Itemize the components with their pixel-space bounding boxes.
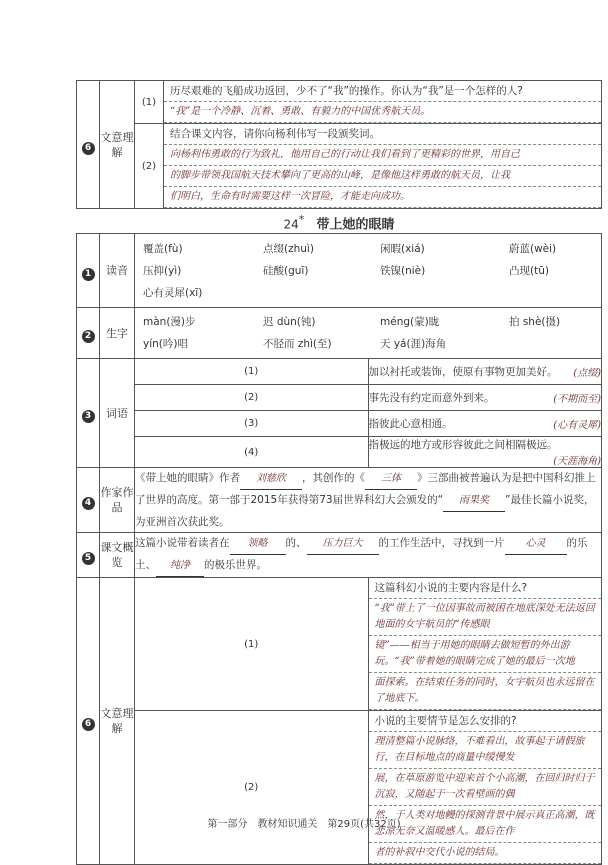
- top-understanding-table: [76, 80, 602, 209]
- word: 凸现(tū): [509, 264, 549, 277]
- answer: (天涯海角): [553, 456, 601, 467]
- word: 心有灵犀(xī): [143, 286, 203, 299]
- definition: 事先没有约定而意外到来。: [368, 392, 495, 404]
- blank-answer: 刘慈欣: [240, 469, 302, 490]
- word: 拍 shè(摄): [509, 316, 561, 328]
- answer-line: 者的补叙中交代小说的结局。: [369, 843, 602, 864]
- pronunciation-row: [143, 282, 593, 304]
- word: 铁镍(niè): [380, 264, 426, 277]
- characters-row: [143, 311, 593, 333]
- question-label: (1): [135, 578, 369, 711]
- item-label: (4): [135, 437, 369, 468]
- question-cell: [368, 578, 602, 711]
- question-label: (2): [135, 124, 164, 209]
- answer-line: 向杨利伟勇敢的行为致礼，他用自己的行动让我们看到了更精彩的世界，用自己: [164, 145, 601, 166]
- word: 硅酸(guī): [263, 264, 309, 277]
- word: 迟 dùn(钝): [263, 316, 316, 328]
- answer-line: 镜”——相当于用她的眼睛去做短暂的外出游玩。“我”带着她的眼睛完成了她的最后一次地: [369, 636, 602, 673]
- question-text: 结合课文内容，请你向杨利伟写一段颁奖词。: [164, 124, 601, 145]
- section-label: 作家作品: [100, 468, 135, 533]
- section-number: 2: [77, 308, 100, 359]
- word: 天 yá(涯)海角: [380, 338, 447, 350]
- lesson-number: 24: [283, 217, 299, 232]
- definition: 指彼此心意相通。: [368, 418, 453, 430]
- word: màn(漫)步: [143, 316, 196, 328]
- blank-answer: 领略: [230, 534, 286, 555]
- answer: (心有灵犀): [553, 420, 601, 431]
- question-text: 这篇科幻小说的主要内容是什么?: [369, 578, 602, 599]
- text: ，其创作的《: [302, 472, 365, 484]
- definition: 加以衬托或装饰，使原有事物更加美好。: [368, 366, 558, 378]
- section-number: 5: [77, 533, 100, 578]
- characters-cell: [135, 308, 602, 359]
- text: 这篇小说带着读者在: [135, 537, 230, 549]
- lesson-name: 带上她的眼睛: [316, 217, 395, 233]
- blank-answer: 压力巨大: [307, 534, 379, 555]
- question-label: (1): [135, 81, 164, 124]
- section-label: 词语: [100, 359, 135, 468]
- answer: (点缀): [573, 368, 601, 379]
- section-label: 文意理解: [100, 578, 135, 865]
- characters-row: [143, 333, 593, 355]
- answer-line: 理清整篇小说脉络，不难看出，故事起于请假旅行，在目标地点的商量中缓慢发: [369, 732, 602, 769]
- lesson-mark: *: [298, 213, 305, 226]
- item-label: (3): [135, 411, 369, 437]
- section-label: 课文概览: [100, 533, 135, 578]
- section-number: 4: [77, 468, 100, 533]
- item-label: (1): [135, 359, 369, 385]
- word: 闲暇(xiá): [380, 242, 425, 255]
- answer-line: 面探索。在结束任务的同时，女宇航员也永远留在了地底下。: [369, 673, 602, 710]
- word: 压抑(yì): [143, 264, 182, 277]
- section-number: 6: [77, 81, 100, 209]
- definition: 指极远的地方或形容彼此之间相隔极远。: [368, 439, 558, 451]
- blank-answer: 雨果奖: [443, 491, 505, 512]
- word: yín(吟)唱: [143, 338, 188, 350]
- text: 的极乐世界。: [204, 559, 267, 571]
- word: méng(蒙)眬: [380, 316, 440, 328]
- blank-answer: 纯净: [156, 556, 204, 577]
- answer: (不期而至): [553, 394, 601, 405]
- answer-line: “我”带上了一位因事故而被困在地底深处无法返回地面的女宇航员的“传感眼: [369, 599, 602, 636]
- answer-text: “我”是一个冷静、沉着、勇敢、有毅力的中国优秀航天员。: [164, 102, 601, 123]
- lesson-title: [76, 213, 602, 232]
- item-label: (2): [135, 385, 369, 411]
- section-number: 1: [77, 234, 100, 308]
- author-cell: [135, 468, 602, 533]
- vocabulary-item: [368, 411, 602, 437]
- section-label: 读音: [100, 234, 135, 308]
- pronunciation-row: [143, 238, 593, 260]
- text: 的工作生活中，寻找到一片: [378, 537, 505, 549]
- word: 点缀(zhuì): [263, 242, 314, 255]
- overview-cell: [135, 533, 602, 578]
- word: 覆盖(fù): [143, 242, 183, 255]
- section-label: 生字: [100, 308, 135, 359]
- question-text: 历尽艰难的飞船成功返回，少不了“我”的操作。你认为“我”是一个怎样的人?: [164, 81, 601, 102]
- lesson-table: [76, 233, 602, 865]
- question-cell: [368, 711, 602, 865]
- answer-line: 的脚步带领我国航天技术攀向了更高的山峰，是像他这样勇敢的航天员，让我: [164, 166, 601, 187]
- vocabulary-item: [368, 385, 602, 411]
- text: 》三部曲被普遍认为是把中国科幻推上了世界的高度。第一部于2015年获得第73届世界科幻大会颁发的“: [135, 472, 596, 506]
- question-text: 小说的主要情节是怎么安排的?: [369, 711, 602, 732]
- text: ”最佳长篇小说奖，为亚洲首次获此奖。: [135, 494, 595, 528]
- blank-answer: 三体: [365, 469, 417, 490]
- question-cell: [164, 124, 602, 209]
- pronunciation-cell: [135, 234, 602, 308]
- answer-line: 然，于人类对地幔的探测背景中展示真正高潮，既悲凉无奈又温暖感人。最后在作: [369, 806, 602, 843]
- question-cell: [164, 81, 602, 124]
- pronunciation-row: [143, 260, 593, 282]
- page-footer: 第一部分 教材知识通关 第29页(共32页): [207, 819, 401, 830]
- question-label: (2): [135, 711, 369, 865]
- vocabulary-item: [368, 359, 602, 385]
- section-number: 6: [77, 578, 100, 865]
- text: 《带上她的眼睛》作者: [135, 472, 240, 484]
- section-number: 3: [77, 359, 100, 468]
- text: 的乐土、: [135, 537, 588, 571]
- vocabulary-item: [368, 437, 602, 468]
- answer-line: 展，在草原游览中迎来首个小高潮，在回归时归于沉寂，又随起于一次看壁画的偶: [369, 769, 602, 806]
- answer-line: 们明白，生命有时需要这样一次冒险，才能走向成功。: [164, 187, 601, 208]
- word: 蔚蓝(wèi): [509, 242, 557, 255]
- word: 不胫而 zhì(至): [263, 338, 332, 350]
- text: 的、: [285, 537, 307, 549]
- blank-answer: 心灵: [505, 534, 567, 555]
- section-label: 文意理解: [100, 81, 135, 209]
